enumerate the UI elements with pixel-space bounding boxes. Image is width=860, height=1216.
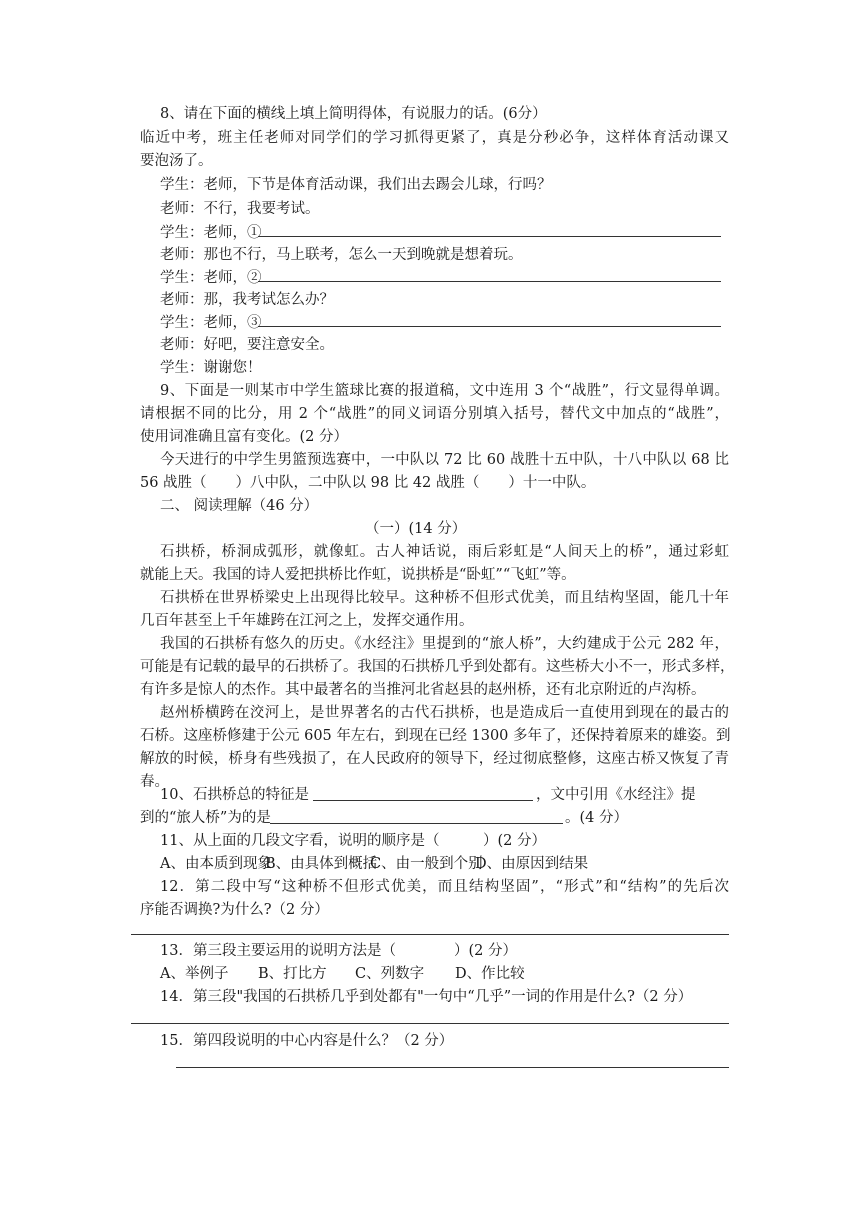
- dialogue-line: 老师：不行，我要考试。: [160, 201, 320, 217]
- q12-answer-line[interactable]: [131, 934, 729, 935]
- passage-line: 可能是有记载的最早的石拱桥了。我国的石拱桥几乎到处都有。这些桥大小不一，形式多样，: [140, 659, 735, 675]
- passage-line: 解放的时候，桥身有些残损了，在人民政府的领导下，经过彻底整修，这座古桥又恢复了青: [140, 751, 729, 767]
- dialogue-line: 老师：那也不行，马上联考，怎么一天到晚就是想着玩。: [160, 247, 523, 263]
- q8-prompt: 8、请在下面的横线上填上简明得体，有说服力的话。(6分）: [160, 106, 547, 122]
- passage-line: 几百年甚至上千年雄跨在江河之上，发挥交通作用。: [140, 613, 474, 629]
- q11-option[interactable]: A、由本质到现象: [160, 856, 272, 872]
- q9-line5: 56 战胜（ ）八中队，二中队以 98 比 42 战胜（ ）十一中队。: [140, 475, 596, 491]
- q13-option[interactable]: B、打比方: [258, 966, 327, 982]
- passage-line: 有许多是惊人的杰作。其中最著名的当推河北省赵县的赵州桥，还有北京附近的卢沟桥。: [140, 682, 706, 698]
- passage-line: 石拱桥在世界桥梁史上出现得比较早。这种桥不但形式优美，而且结构坚固，能几十年: [160, 590, 729, 606]
- q8-context-line1: 临近中考，班主任老师对同学们的学习抓得更紧了，真是分秒必争，这样体育活动课又: [140, 130, 729, 146]
- passage-line: 就能上天。我国的诗人爱把拱桥比作虹，说拱桥是“卧虹”“飞虹”等。: [140, 567, 576, 583]
- part-title: （一）(14 分）: [365, 521, 467, 537]
- q10-blank-2[interactable]: [270, 823, 563, 824]
- answer-blank-3[interactable]: [258, 326, 721, 327]
- q10-blank-1[interactable]: [313, 800, 533, 801]
- dialogue-line: 学生：老师，下节是体育活动课，我们出去踢会儿球，行吗？: [160, 177, 552, 193]
- q8-context-line2: 要泡汤了。: [140, 153, 213, 169]
- q11-option[interactable]: B、由具体到概括: [265, 856, 378, 872]
- dialogue-line: 老师：好吧，要注意安全。: [160, 337, 334, 353]
- q12-line2: 序能否调换?为什么?（2 分）: [140, 902, 329, 918]
- q13-option[interactable]: D、作比较: [455, 966, 525, 982]
- q15-text: 15．第四段说明的中心内容是什么？（2 分）: [160, 1033, 454, 1049]
- answer-blank-2[interactable]: [258, 281, 721, 282]
- passage-line: 春。: [140, 774, 169, 790]
- q11-option[interactable]: C、由一般到个别: [370, 856, 483, 872]
- dialogue-line: 老师：那，我考试怎么办？: [160, 292, 334, 308]
- q10-text-b: ，文中引用《水经注》提: [536, 787, 696, 803]
- q14-answer-line[interactable]: [131, 1023, 729, 1024]
- dialogue-line: 学生：老师，①: [160, 225, 262, 241]
- q9-line2: 请根据不同的比分，用 2 个“战胜”的同义词语分别填入括号，替代文中加点的“战胜”，: [140, 406, 729, 422]
- dialogue-line: 学生：老师，③: [160, 315, 262, 331]
- q11-option[interactable]: D、由原因到结果: [475, 856, 589, 872]
- q10-text-a: 10、石拱桥总的特征是: [160, 787, 309, 803]
- q9-line1: 9、下面是一则某市中学生篮球比赛的报道稿，文中连用 3 个“战胜”，行文显得单调。: [160, 383, 729, 399]
- q9-line3: 使用词准确且富有变化。(2 分）: [140, 429, 348, 445]
- q10-text-c: 到的“旅人桥”为的是: [140, 810, 271, 826]
- q12-line1: 12．第二段中写“这种桥不但形式优美，而且结构坚固”，“形式”和“结构”的先后次: [160, 879, 729, 895]
- q15-answer-line[interactable]: [176, 1067, 729, 1068]
- q13-option[interactable]: A、举例子: [160, 966, 229, 982]
- passage-line: 我国的石拱桥有悠久的历史。《水经注》里提到的“旅人桥”，大约建成于公元 282 年，: [160, 636, 729, 652]
- q14-text: 14．第三段"我国的石拱桥几乎到处都有"一句中“几乎”一词的作用是什么?（2 分）: [160, 989, 693, 1005]
- q10-text-d: 。(4 分）: [565, 810, 628, 826]
- q13-option[interactable]: C、列数字: [355, 966, 425, 982]
- answer-blank-1[interactable]: [258, 236, 721, 237]
- q11-text: 11、从上面的几段文字看，说明的顺序是（ ）(2 分）: [160, 833, 546, 849]
- section-heading: 二、 阅读理解（46 分）: [160, 498, 319, 514]
- passage-line: 赵州桥横跨在洨河上，是世界著名的古代石拱桥，也是造成后一直使用到现在的最古的: [160, 705, 729, 721]
- passage-line: 石桥。这座桥修建于公元 605 年左右，到现在已经 1300 多年了，还保持着原来的雄姿。到: [140, 728, 731, 744]
- q9-line4: 今天进行的中学生男篮预选赛中，一中队以 72 比 60 战胜十五中队，十八中队以 68 比: [160, 452, 729, 468]
- passage-line: 石拱桥，桥洞成弧形，就像虹。古人神话说，雨后彩虹是“人间天上的桥”，通过彩虹: [160, 544, 729, 560]
- dialogue-line: 学生：谢谢您！: [160, 360, 262, 376]
- q13-text: 13．第三段主要运用的说明方法是（ ）(2 分）: [160, 943, 517, 959]
- dialogue-line: 学生：老师，②: [160, 270, 262, 286]
